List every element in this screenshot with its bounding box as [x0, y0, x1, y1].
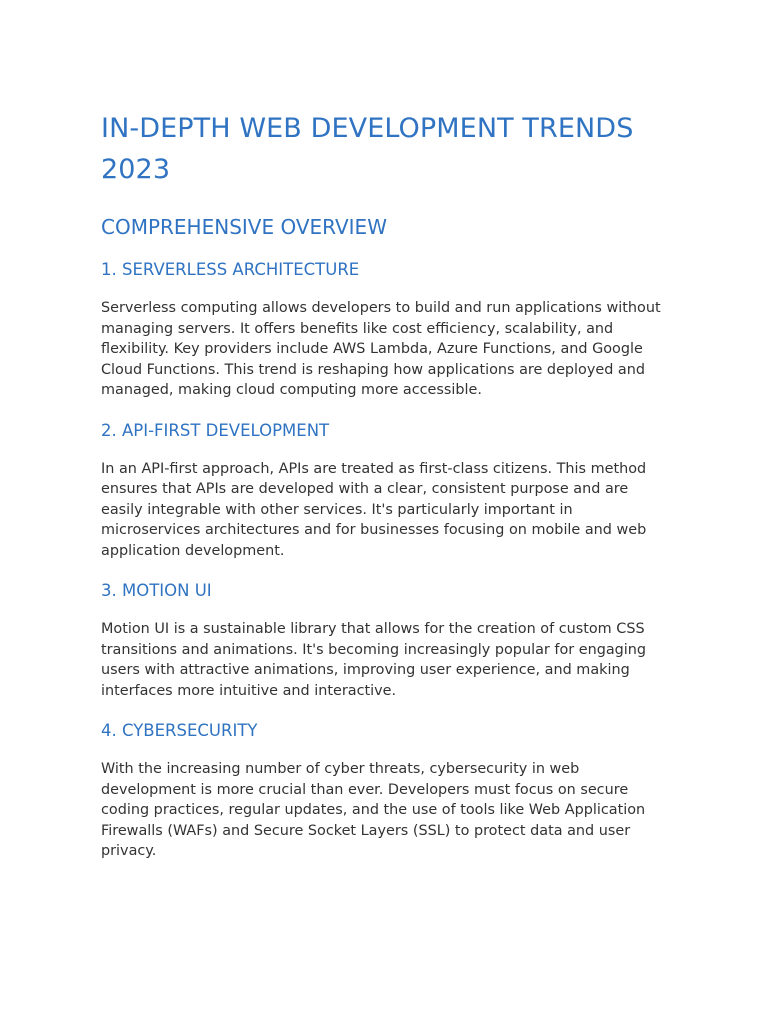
- document-title: IN-DEPTH WEB DEVELOPMENT TRENDS 2023: [101, 113, 634, 185]
- section-motion-ui: [101, 579, 671, 701]
- section-body: Serverless computing allows developers to build and run applications without managing servers. It offers benefits like cost efficiency, scalability, and flexibility. Key providers include AWS Lambda, Azure Functions, and Google Cloud Functions. This trend is reshaping how applications are deployed and managed, making cloud computing more accessible.: [101, 300, 661, 398]
- section-heading: 1. SERVERLESS ARCHITECTURE: [101, 260, 360, 279]
- document-page: [101, 108, 671, 862]
- section-heading: 2. API-FIRST DEVELOPMENT: [101, 420, 330, 440]
- section-serverless: [101, 258, 671, 401]
- section-heading: 3. MOTION UI: [101, 581, 212, 600]
- section-body: Motion UI is a sustainable library that allows for the creation of custom CSS transitions and animations. It's becoming increasingly popular for engaging users with attractive animations, improving user experience, and making interfaces more intuitive and interactive.: [101, 621, 647, 699]
- section-body: With the increasing number of cyber threats, cybersecurity in web development is more crucial than ever. Developers must focus on secure coding practices, regular updates, and the use of tools like Web Application Firewalls (WAFs) and Secure Socket Layers (SSL) to protect data and user privacy.: [101, 761, 646, 859]
- section-heading: 4. CYBERSECURITY: [101, 721, 258, 740]
- section-cybersecurity: [101, 719, 671, 862]
- section-api-first: [101, 419, 671, 562]
- document-subtitle: COMPREHENSIVE OVERVIEW: [101, 215, 387, 239]
- section-body: In an API-first approach, APIs are treated as first-class citizens. This method ensures that APIs are developed with a clear, consistent purpose and are easily integrable with other services. It's particularly important in microservices architectures and for businesses focusing on mobile and web application development.: [101, 460, 647, 559]
